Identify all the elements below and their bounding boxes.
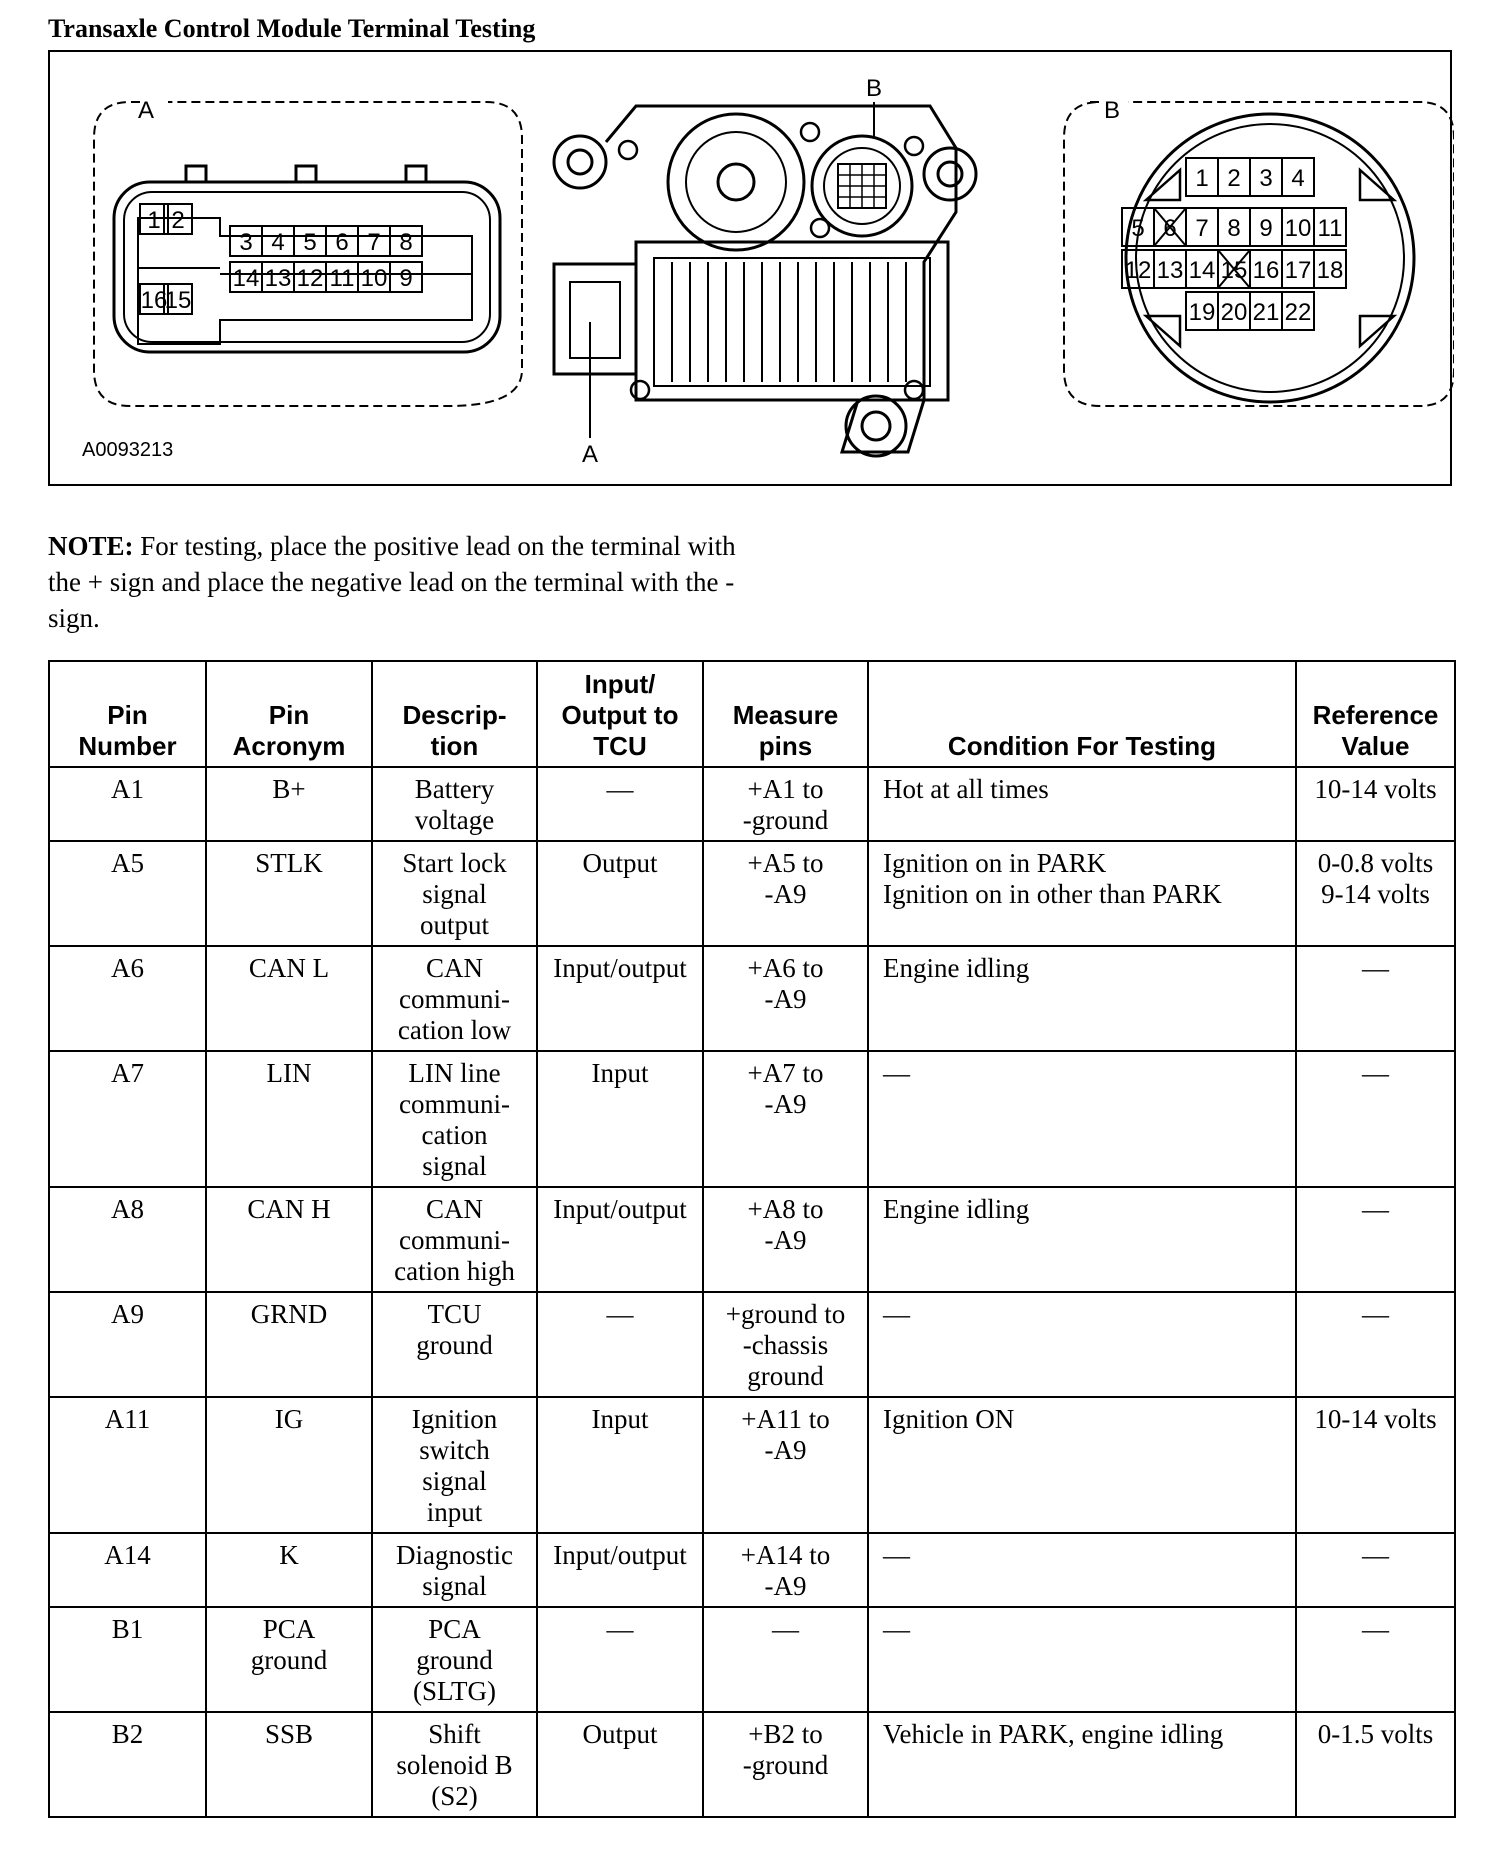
- cell-line: STLK: [255, 848, 323, 878]
- table-row: [49, 1292, 1455, 1397]
- connector-pin: [1154, 208, 1186, 246]
- cell-line: +A6 to: [747, 953, 824, 983]
- cell-reference-value: [1296, 1187, 1455, 1292]
- cell-line: input: [426, 1497, 483, 1527]
- cell-line: —: [883, 1299, 910, 1329]
- cell-measure-pins: [703, 1397, 868, 1533]
- cell-measure-pins: [703, 1533, 868, 1607]
- cell-line: -ground: [742, 805, 829, 835]
- connector-pin: [1282, 208, 1314, 246]
- connector-pin: [294, 262, 326, 292]
- cell-line: signal: [422, 1151, 487, 1181]
- note-label: NOTE:: [48, 531, 134, 561]
- cell-line: —: [606, 1614, 634, 1644]
- pin-label: 12: [296, 265, 324, 292]
- connector-pin: [230, 226, 262, 256]
- header-line: TCU: [593, 731, 647, 761]
- cell-pin-number: [49, 1187, 206, 1292]
- connector-pin: [1186, 158, 1218, 196]
- cell-line: Input/output: [553, 1194, 687, 1224]
- cell-condition: [868, 1607, 1296, 1712]
- cell-line: -chassis: [742, 1330, 829, 1360]
- table-row: [49, 1051, 1455, 1187]
- connector-pin: [390, 226, 422, 256]
- table-row: [49, 946, 1455, 1051]
- cell-description: [372, 1292, 537, 1397]
- cell-line: +ground to: [725, 1299, 846, 1329]
- cell-line: +A5 to: [747, 848, 824, 878]
- pin-label: 9: [399, 265, 413, 292]
- module-view: [554, 75, 976, 468]
- connector-pin: [164, 284, 192, 314]
- cell-line: communi-: [399, 1089, 510, 1119]
- cell-input-output: [537, 1187, 703, 1292]
- pin-label: 15: [164, 287, 192, 314]
- cell-line: PCA: [428, 1614, 481, 1644]
- connector-pin: [1250, 208, 1282, 246]
- cell-description: [372, 946, 537, 1051]
- terminal-table: [48, 660, 1456, 1818]
- cell-line: CAN: [425, 1194, 483, 1224]
- cell-line: +A7 to: [747, 1058, 824, 1088]
- cell-line: —: [606, 1299, 634, 1329]
- pin-label: 1: [1195, 165, 1209, 192]
- cell-line: —: [772, 1614, 799, 1644]
- cell-line: Ignition on in PARK: [883, 848, 1107, 878]
- cell-input-output: [537, 1712, 703, 1817]
- cell-line: Output: [582, 848, 658, 878]
- pin-label: 6: [335, 229, 349, 256]
- header-line: tion: [430, 731, 479, 761]
- cell-line: output: [419, 910, 489, 940]
- connector-pin: [1154, 250, 1186, 288]
- cell-line: communi-: [399, 984, 510, 1014]
- cell-pin-acronym: [206, 1051, 372, 1187]
- connector-pin: [1186, 250, 1218, 288]
- cell-line: Battery: [414, 774, 495, 804]
- cell-line: 10-14 volts: [1314, 1404, 1437, 1434]
- header-line: Reference: [1312, 700, 1439, 730]
- table-row: [49, 1712, 1455, 1817]
- pin-label: 8: [1227, 215, 1241, 242]
- cell-line: Input/output: [553, 953, 687, 983]
- connector-a-label: A: [138, 97, 155, 124]
- pin-label: 17: [1284, 257, 1312, 284]
- cell-measure-pins: [703, 1051, 868, 1187]
- connector-a-view: [94, 97, 522, 406]
- pin-label: 15: [1220, 257, 1248, 284]
- pin-label: 9: [1259, 215, 1273, 242]
- connector-pin: [1314, 208, 1346, 246]
- cell-description: [372, 1533, 537, 1607]
- cell-condition: [868, 1397, 1296, 1533]
- cell-pin-acronym: [206, 1292, 372, 1397]
- pin-label: 13: [1156, 257, 1184, 284]
- cell-description: [372, 1187, 537, 1292]
- cell-condition: [868, 1187, 1296, 1292]
- pin-label: 8: [399, 229, 413, 256]
- cell-line: CAN: [425, 953, 483, 983]
- cell-line: TCU: [427, 1299, 482, 1329]
- cell-line: —: [1362, 1058, 1389, 1088]
- cell-line: Start lock: [402, 848, 507, 878]
- table-header-row: [49, 661, 1455, 767]
- pin-label: 3: [239, 229, 253, 256]
- pin-label: 7: [1195, 215, 1209, 242]
- header-measure-pins: [703, 661, 868, 767]
- header-line: Number: [78, 731, 177, 761]
- connector-pin: [230, 262, 262, 292]
- cell-measure-pins: [703, 946, 868, 1051]
- table-row: [49, 1187, 1455, 1292]
- cell-line: Hot at all times: [883, 774, 1049, 804]
- pin-label: 21: [1252, 299, 1280, 326]
- module-label-b: B: [866, 75, 883, 102]
- connector-diagram: [50, 52, 1454, 488]
- cell-measure-pins: [703, 1712, 868, 1817]
- connector-pin: [1218, 158, 1250, 196]
- cell-line: A11: [104, 1404, 151, 1434]
- table-row: [49, 841, 1455, 946]
- cell-line: Input/output: [553, 1540, 687, 1570]
- cell-reference-value: [1296, 1533, 1455, 1607]
- pin-label: 3: [1259, 165, 1273, 192]
- cell-line: Output: [582, 1719, 658, 1749]
- header-line: Descrip-: [402, 700, 507, 730]
- cell-line: cation: [421, 1120, 488, 1150]
- header-line: Acronym: [232, 731, 346, 761]
- connector-pin: [1186, 208, 1218, 246]
- cell-reference-value: [1296, 1051, 1455, 1187]
- cell-line: Shift: [428, 1719, 481, 1749]
- cell-description: [372, 841, 537, 946]
- cell-pin-number: [49, 1607, 206, 1712]
- pin-label: 11: [329, 265, 355, 292]
- cell-line: solenoid B: [396, 1750, 513, 1780]
- connector-figure: [48, 50, 1452, 486]
- cell-line: B1: [111, 1614, 144, 1644]
- cell-line: -ground: [742, 1750, 829, 1780]
- connector-pin: [1282, 250, 1314, 288]
- pin-label: 13: [264, 265, 292, 292]
- header-line: Measure: [732, 700, 839, 730]
- cell-reference-value: [1296, 946, 1455, 1051]
- pin-label: 10: [360, 265, 388, 292]
- cell-line: —: [1362, 1194, 1389, 1224]
- cell-line: —: [883, 1614, 910, 1644]
- cell-line: A7: [111, 1058, 144, 1088]
- cell-input-output: [537, 1397, 703, 1533]
- cell-line: —: [883, 1058, 910, 1088]
- cell-condition: [868, 946, 1296, 1051]
- module-label-a: A: [582, 441, 599, 468]
- cell-line: signal: [422, 1466, 487, 1496]
- cell-line: Engine idling: [883, 1194, 1030, 1224]
- cell-line: signal: [422, 879, 487, 909]
- cell-line: SSB: [264, 1719, 314, 1749]
- connector-pin: [1186, 292, 1218, 330]
- cell-reference-value: [1296, 1292, 1455, 1397]
- pin-label: 20: [1220, 299, 1248, 326]
- pin-label: 10: [1284, 215, 1312, 242]
- cell-description: [372, 1397, 537, 1533]
- cell-line: —: [1362, 953, 1389, 983]
- cell-pin-number: [49, 1712, 206, 1817]
- cell-pin-acronym: [206, 946, 372, 1051]
- cell-line: ground: [416, 1330, 493, 1360]
- connector-pin: [1218, 250, 1250, 288]
- table-body: [49, 767, 1455, 1817]
- cell-line: IG: [274, 1404, 304, 1434]
- cell-line: —: [883, 1540, 910, 1570]
- cell-condition: [868, 1292, 1296, 1397]
- header-condition: [868, 661, 1296, 767]
- cell-input-output: [537, 1533, 703, 1607]
- pin-label: 4: [271, 229, 285, 256]
- cell-line: (S2): [431, 1781, 478, 1811]
- cell-reference-value: [1296, 767, 1455, 841]
- connector-pin: [294, 226, 326, 256]
- pin-label: 11: [1317, 215, 1343, 242]
- cell-pin-acronym: [206, 1712, 372, 1817]
- cell-pin-acronym: [206, 1187, 372, 1292]
- connector-pin: [358, 262, 390, 292]
- cell-line: -A9: [764, 1225, 807, 1255]
- cell-line: ground: [416, 1645, 493, 1675]
- header-description: [372, 661, 537, 767]
- pin-label: 2: [1227, 165, 1241, 192]
- cell-line: B2: [111, 1719, 144, 1749]
- connector-a-pins: [140, 204, 422, 314]
- cell-line: +A14 to: [740, 1540, 831, 1570]
- pin-label: 22: [1284, 299, 1312, 326]
- connector-pin: [1282, 158, 1314, 196]
- pin-label: 5: [1131, 215, 1145, 242]
- cell-line: K: [279, 1540, 299, 1570]
- cell-condition: [868, 767, 1296, 841]
- pin-label: 2: [171, 207, 185, 234]
- cell-line: Engine idling: [883, 953, 1030, 983]
- cell-line: 0-0.8 volts: [1317, 848, 1434, 878]
- connector-pin: [1314, 250, 1346, 288]
- cell-line: A1: [111, 774, 144, 804]
- connector-pin: [326, 226, 358, 256]
- cell-pin-number: [49, 1051, 206, 1187]
- cell-line: Input: [591, 1058, 649, 1088]
- header-line: Value: [1341, 731, 1410, 761]
- header-line: Input/: [584, 669, 656, 699]
- cell-reference-value: [1296, 841, 1455, 946]
- connector-pin: [390, 262, 422, 292]
- pin-label: 5: [303, 229, 317, 256]
- cell-line: —: [1362, 1614, 1389, 1644]
- pin-label: 14: [1188, 257, 1216, 284]
- cell-line: Ignition on in other than PARK: [883, 879, 1222, 909]
- cell-line: (SLTG): [412, 1676, 496, 1706]
- table-row: [49, 1533, 1455, 1607]
- cell-pin-number: [49, 946, 206, 1051]
- cell-line: CAN L: [248, 953, 330, 983]
- cell-measure-pins: [703, 1187, 868, 1292]
- cell-pin-acronym: [206, 1397, 372, 1533]
- header-line: Pin: [107, 700, 148, 730]
- cell-input-output: [537, 946, 703, 1051]
- cell-input-output: [537, 1051, 703, 1187]
- cell-input-output: [537, 841, 703, 946]
- cell-description: [372, 1712, 537, 1817]
- cell-description: [372, 1607, 537, 1712]
- header-line: pins: [758, 731, 813, 761]
- cell-measure-pins: [703, 1292, 868, 1397]
- cell-line: -A9: [764, 1435, 807, 1465]
- cell-line: Ignition ON: [883, 1404, 1015, 1434]
- header-pin-acronym: [206, 661, 372, 767]
- cell-line: 10-14 volts: [1314, 774, 1437, 804]
- cell-line: -A9: [764, 1571, 807, 1601]
- cell-line: B+: [272, 774, 306, 804]
- testing-note: [48, 528, 768, 636]
- note-text: For testing, place the positive lead on the terminal with the + sign and place the negative lead on the terminal with the - sign.: [48, 531, 736, 633]
- cell-condition: [868, 1533, 1296, 1607]
- cell-reference-value: [1296, 1607, 1455, 1712]
- cell-reference-value: [1296, 1397, 1455, 1533]
- cell-line: GRND: [250, 1299, 328, 1329]
- connector-pin: [1282, 292, 1314, 330]
- cell-input-output: [537, 1292, 703, 1397]
- cell-condition: [868, 1051, 1296, 1187]
- cell-description: [372, 1051, 537, 1187]
- pin-label: 12: [1124, 257, 1152, 284]
- connector-pin: [358, 226, 390, 256]
- cell-line: -A9: [764, 879, 807, 909]
- cell-description: [372, 767, 537, 841]
- cell-input-output: [537, 767, 703, 841]
- cell-line: LIN: [266, 1058, 312, 1088]
- cell-line: LIN line: [408, 1058, 501, 1088]
- cell-line: PCA: [262, 1614, 316, 1644]
- table-row: [49, 1397, 1455, 1533]
- cell-line: —: [606, 774, 634, 804]
- cell-pin-acronym: [206, 841, 372, 946]
- pin-label: 16: [1252, 257, 1280, 284]
- cell-condition: [868, 1712, 1296, 1817]
- connector-pin: [262, 262, 294, 292]
- connector-pin: [262, 226, 294, 256]
- cell-line: cation low: [397, 1015, 512, 1045]
- connector-pin: [1250, 158, 1282, 196]
- header-line: Pin: [268, 700, 310, 730]
- pin-label: 1: [147, 207, 161, 234]
- page-title: Transaxle Control Module Terminal Testing: [48, 14, 536, 43]
- header-pin-number: [49, 661, 206, 767]
- cell-line: A9: [111, 1299, 144, 1329]
- cell-line: Vehicle in PARK, engine idling: [883, 1719, 1224, 1749]
- cell-line: —: [1362, 1299, 1389, 1329]
- cell-line: switch: [419, 1435, 490, 1465]
- connector-b-view: [1064, 97, 1454, 406]
- table-row: [49, 767, 1455, 841]
- connector-pin: [1250, 250, 1282, 288]
- cell-pin-acronym: [206, 767, 372, 841]
- pin-label: 6: [1163, 215, 1177, 242]
- cell-line: 0-1.5 volts: [1317, 1719, 1434, 1749]
- cell-line: Ignition: [411, 1404, 498, 1434]
- cell-measure-pins: [703, 841, 868, 946]
- cell-pin-number: [49, 1533, 206, 1607]
- cell-line: A8: [111, 1194, 144, 1224]
- cell-line: —: [1362, 1540, 1389, 1570]
- connector-pin: [1218, 208, 1250, 246]
- cell-line: communi-: [399, 1225, 510, 1255]
- cell-reference-value: [1296, 1712, 1455, 1817]
- pin-label: 7: [367, 229, 381, 256]
- pin-label: 14: [232, 265, 260, 292]
- cell-line: -A9: [764, 984, 807, 1014]
- cell-line: 9-14 volts: [1321, 879, 1430, 909]
- header-line: Output to: [561, 700, 679, 730]
- cell-input-output: [537, 1607, 703, 1712]
- cell-line: +A1 to: [747, 774, 824, 804]
- header-line: Condition For Testing: [947, 731, 1217, 761]
- cell-line: A5: [111, 848, 144, 878]
- cell-line: -A9: [764, 1089, 807, 1119]
- cell-line: voltage: [414, 805, 495, 835]
- cell-line: Diagnostic: [396, 1540, 513, 1570]
- cell-line: Input: [591, 1404, 649, 1434]
- cell-line: A14: [104, 1540, 151, 1570]
- cell-pin-number: [49, 1397, 206, 1533]
- cell-line: +B2 to: [748, 1719, 823, 1749]
- header-input-output: [537, 661, 703, 767]
- cell-line: +A11 to: [741, 1404, 830, 1434]
- pin-label: 19: [1188, 299, 1216, 326]
- cell-line: CAN H: [247, 1194, 331, 1224]
- pin-label: 4: [1291, 165, 1305, 192]
- pin-label: 18: [1316, 257, 1344, 284]
- header-reference-value: [1296, 661, 1455, 767]
- figure-id-code: A0093213: [82, 439, 174, 461]
- cell-line: signal: [422, 1571, 487, 1601]
- connector-b-pins: [1122, 158, 1346, 330]
- cell-line: ground: [747, 1361, 824, 1391]
- cell-pin-number: [49, 767, 206, 841]
- cell-pin-acronym: [206, 1607, 372, 1712]
- cell-pin-acronym: [206, 1533, 372, 1607]
- cell-pin-number: [49, 1292, 206, 1397]
- cell-condition: [868, 841, 1296, 946]
- connector-pin: [1218, 292, 1250, 330]
- cell-line: +A8 to: [747, 1194, 824, 1224]
- cell-measure-pins: [703, 1607, 868, 1712]
- cell-line: ground: [250, 1645, 328, 1675]
- cell-line: A6: [111, 953, 144, 983]
- cell-pin-number: [49, 841, 206, 946]
- connector-b-label: B: [1104, 97, 1121, 124]
- connector-pin: [326, 262, 358, 292]
- connector-pin: [1250, 292, 1282, 330]
- cell-measure-pins: [703, 767, 868, 841]
- cell-line: cation high: [394, 1256, 515, 1286]
- pin-label: 16: [140, 287, 168, 314]
- table-row: [49, 1607, 1455, 1712]
